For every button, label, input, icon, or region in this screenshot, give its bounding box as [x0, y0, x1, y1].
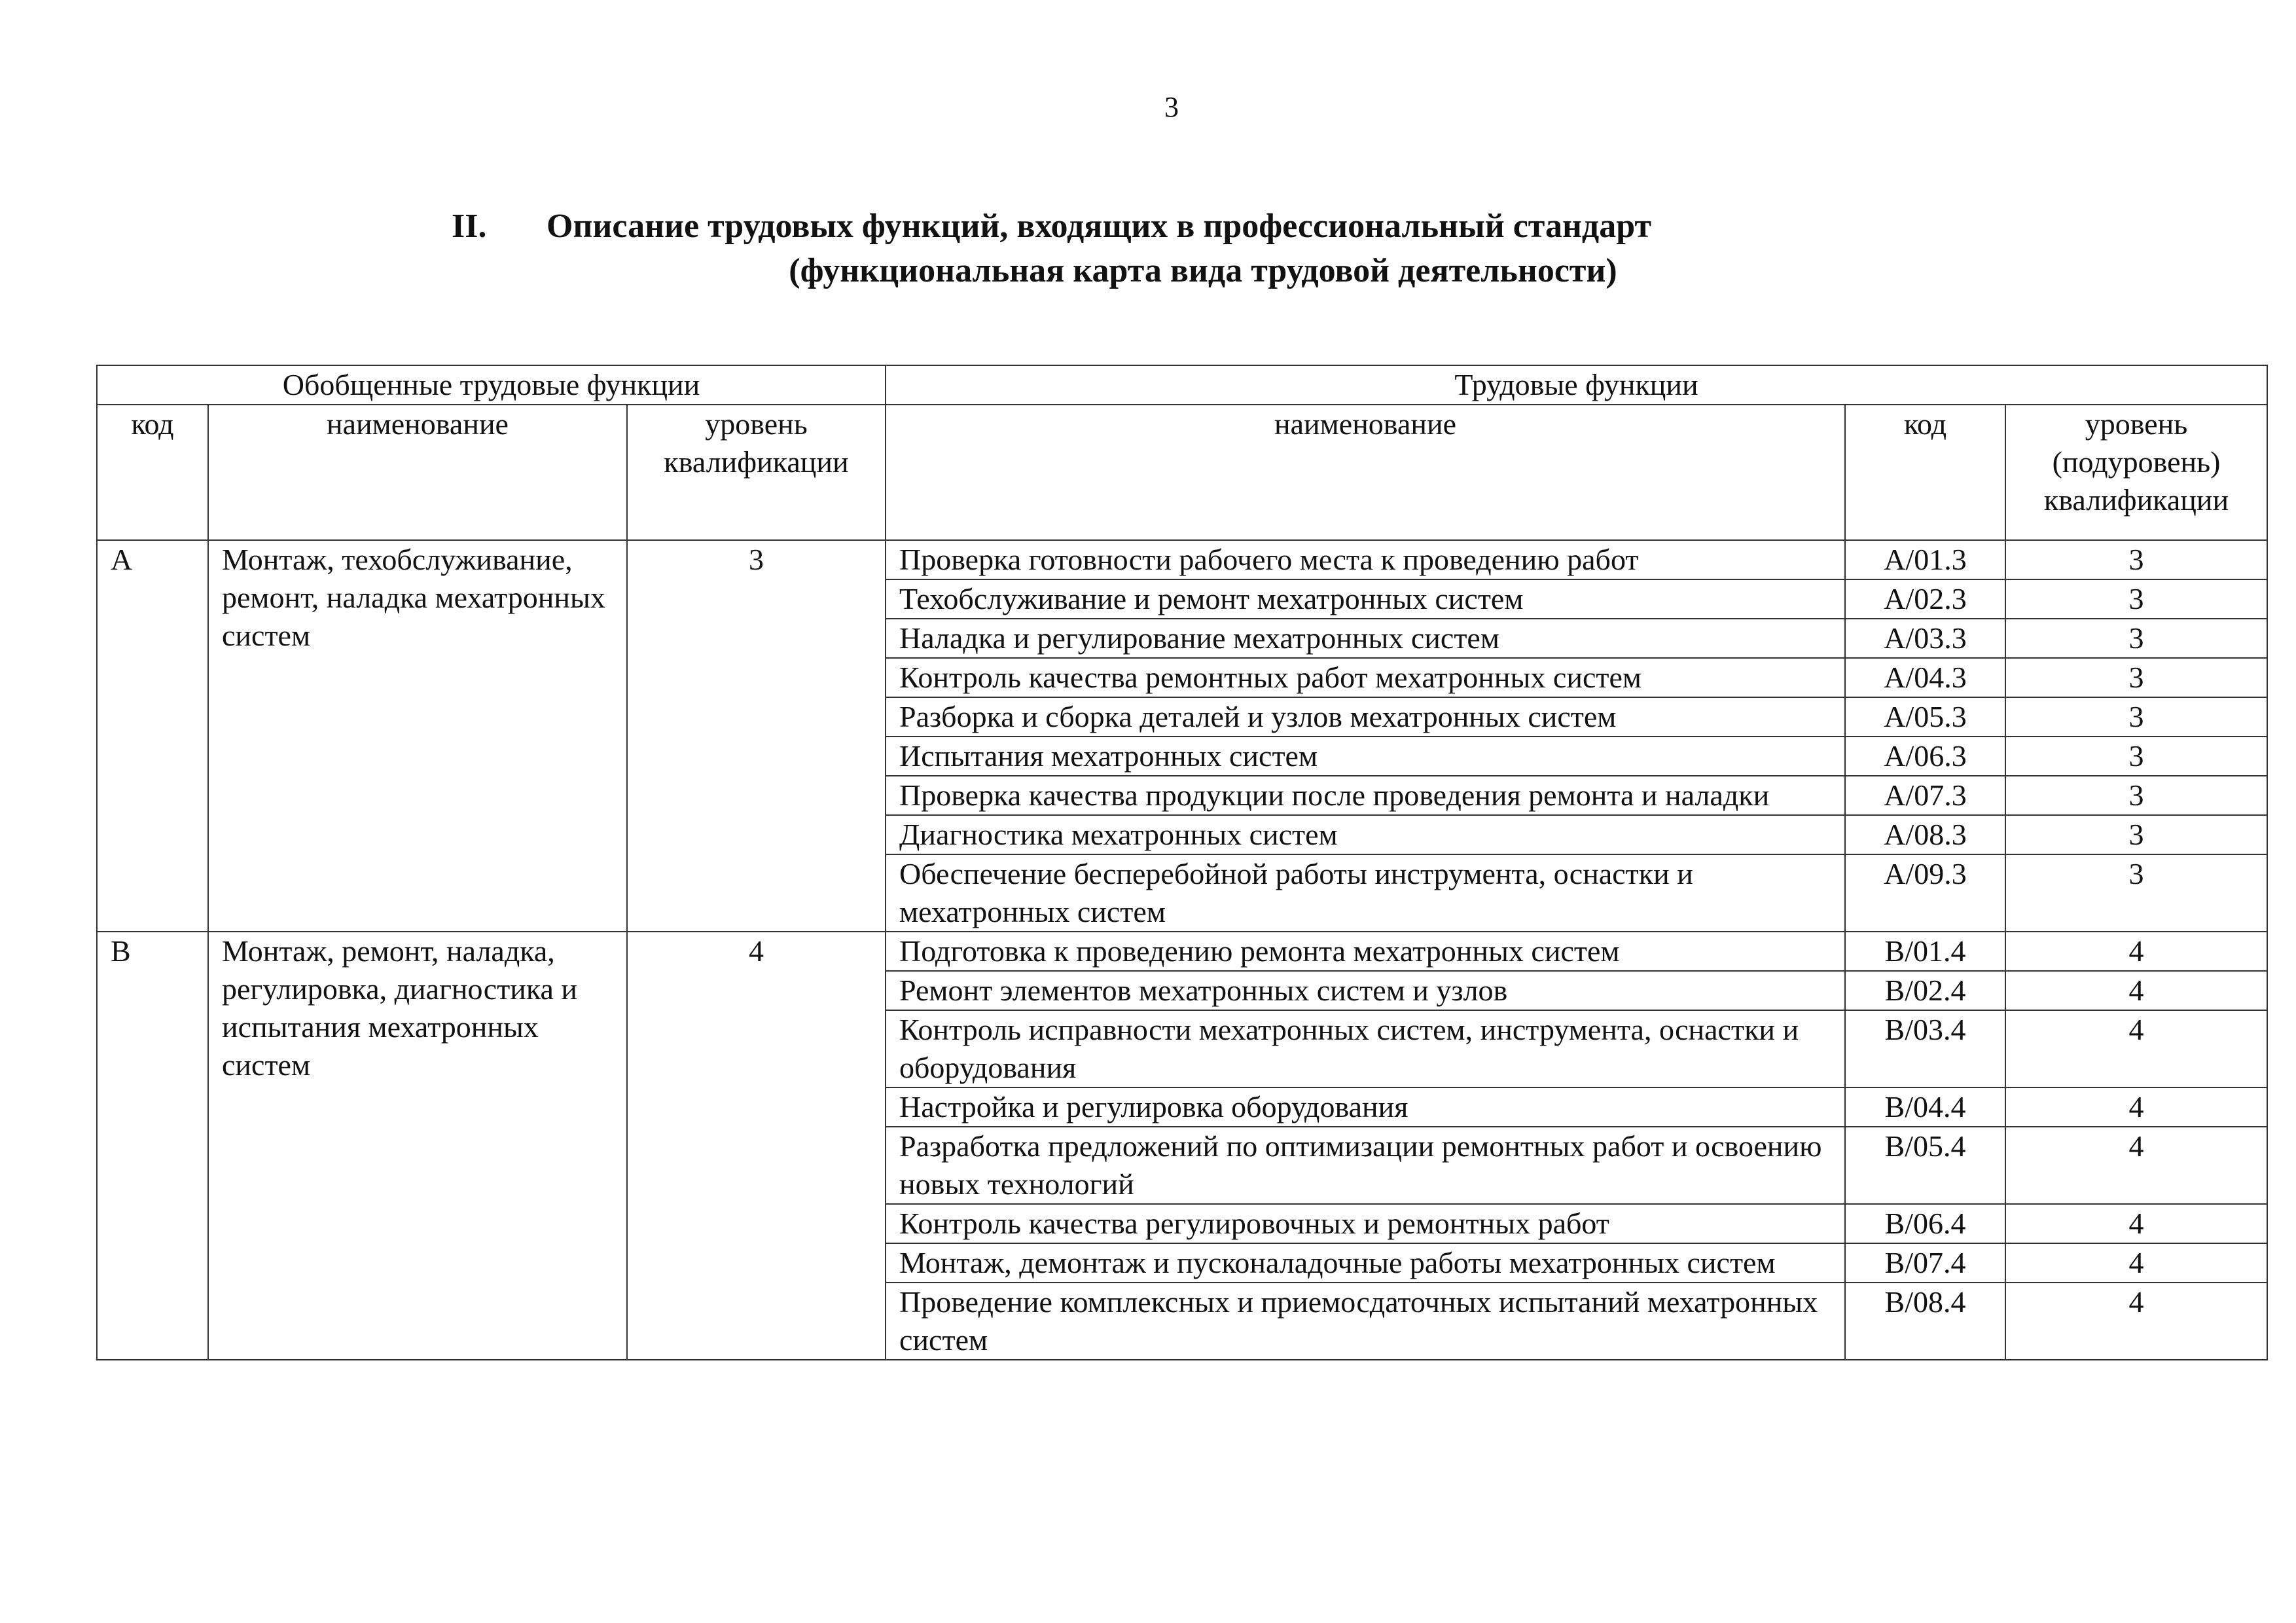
function-name: Контроль исправности мехатронных систем, инструмента, оснастки и оборудования	[886, 1010, 1845, 1087]
function-code: B/07.4	[1845, 1243, 2005, 1283]
function-level: 3	[2005, 737, 2267, 776]
group-level: 3	[627, 540, 886, 932]
group-code: A	[97, 540, 208, 932]
header-level: уровень квалификации	[627, 405, 886, 540]
title-text: Описание трудовых функций, входящих в профессиональный стандарт	[547, 208, 1651, 245]
function-code: A/03.3	[1845, 619, 2005, 658]
function-level: 4	[2005, 1243, 2267, 1283]
function-level: 3	[2005, 579, 2267, 619]
function-code: A/08.3	[1845, 815, 2005, 854]
function-name: Подготовка к проведению ремонта мехатронных систем	[886, 932, 1845, 971]
function-name: Проверка качества продукции после проведения ремонта и наладки	[886, 776, 1845, 815]
header-function-name: наименование	[886, 405, 1845, 540]
group-code: B	[97, 932, 208, 1360]
function-name: Проверка готовности рабочего места к проведению работ	[886, 540, 1845, 579]
column-header-row	[97, 405, 2267, 540]
page-number: 3	[1164, 91, 1179, 123]
header-labor-functions: Трудовые функции	[886, 365, 2267, 405]
function-level: 3	[2005, 776, 2267, 815]
function-code: A/01.3	[1845, 540, 2005, 579]
function-code: A/05.3	[1845, 697, 2005, 737]
function-level: 4	[2005, 1204, 2267, 1243]
function-level: 3	[2005, 697, 2267, 737]
function-level: 4	[2005, 971, 2267, 1010]
function-name: Разборка и сборка деталей и узлов мехатронных систем	[886, 697, 1845, 737]
function-code: B/01.4	[1845, 932, 2005, 971]
function-name: Разработка предложений по оптимизации ремонтных работ и освоению новых технологий	[886, 1127, 1845, 1204]
function-code: B/06.4	[1845, 1204, 2005, 1243]
function-name: Техобслуживание и ремонт мехатронных систем	[886, 579, 1845, 619]
header-function-code: код	[1845, 405, 2005, 540]
function-code: A/07.3	[1845, 776, 2005, 815]
function-code: A/02.3	[1845, 579, 2005, 619]
group-name: Монтаж, ремонт, наладка, регулировка, диагностика и испытания мехатронных систем	[208, 932, 627, 1360]
function-name: Контроль качества ремонтных работ мехатронных систем	[886, 658, 1845, 697]
title-line-1	[452, 204, 1892, 249]
table-row	[97, 932, 2267, 971]
header-function-level: уровень (подуровень) квалификации	[2005, 405, 2267, 540]
function-name: Настройка и регулировка оборудования	[886, 1087, 1845, 1127]
function-name: Обеспечение бесперебойной работы инструмента, оснастки и мехатронных систем	[886, 854, 1845, 932]
function-level: 4	[2005, 932, 2267, 971]
title-subtitle: (функциональная карта вида трудовой деятельности)	[789, 252, 1617, 289]
function-name: Монтаж, демонтаж и пусконаладочные работы мехатронных систем	[886, 1243, 1845, 1283]
function-name: Наладка и регулирование мехатронных систем	[886, 619, 1845, 658]
group-name: Монтаж, техобслуживание, ремонт, наладка мехатронных систем	[208, 540, 627, 932]
function-name: Диагностика мехатронных систем	[886, 815, 1845, 854]
function-code: A/09.3	[1845, 854, 2005, 932]
function-code: A/06.3	[1845, 737, 2005, 776]
function-name: Проведение комплексных и приемосдаточных испытаний мехатронных систем	[886, 1283, 1845, 1360]
header-code: код	[97, 405, 208, 540]
function-name: Контроль качества регулировочных и ремонтных работ	[886, 1204, 1845, 1243]
function-level: 3	[2005, 540, 2267, 579]
function-code: A/04.3	[1845, 658, 2005, 697]
function-level: 4	[2005, 1087, 2267, 1127]
function-code: B/05.4	[1845, 1127, 2005, 1204]
function-level: 4	[2005, 1283, 2267, 1360]
function-code: B/03.4	[1845, 1010, 2005, 1087]
functional-map-table	[96, 365, 2268, 1360]
section-title	[452, 204, 1892, 293]
function-code: B/08.4	[1845, 1283, 2005, 1360]
function-code: B/02.4	[1845, 971, 2005, 1010]
function-level: 3	[2005, 619, 2267, 658]
group-level: 4	[627, 932, 886, 1360]
section-number: II.	[452, 208, 487, 245]
table-row	[97, 540, 2267, 579]
function-level: 3	[2005, 658, 2267, 697]
header-generalized-functions: Обобщенные трудовые функции	[97, 365, 886, 405]
function-code: B/04.4	[1845, 1087, 2005, 1127]
function-name: Испытания мехатронных систем	[886, 737, 1845, 776]
function-level: 4	[2005, 1127, 2267, 1204]
function-name: Ремонт элементов мехатронных систем и узлов	[886, 971, 1845, 1010]
function-level: 3	[2005, 854, 2267, 932]
function-level: 3	[2005, 815, 2267, 854]
group-header-row	[97, 365, 2267, 405]
function-level: 4	[2005, 1010, 2267, 1087]
header-name: наименование	[208, 405, 627, 540]
